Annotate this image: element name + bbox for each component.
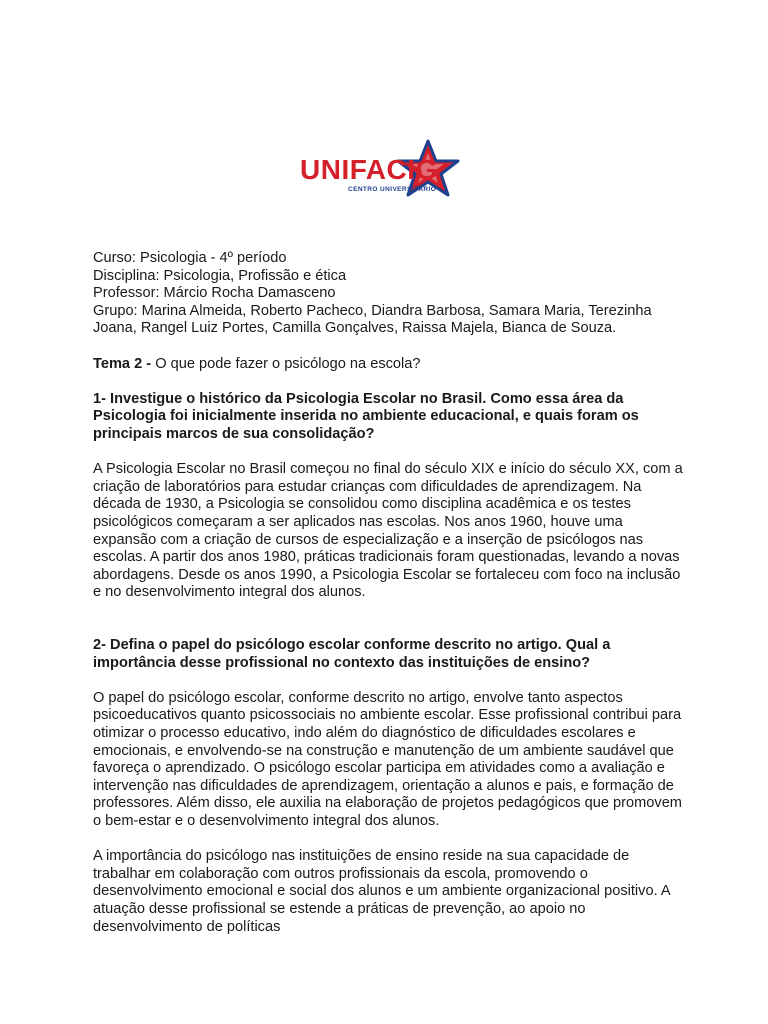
logo-graphic [298,139,470,197]
disciplina-line: Disciplina: Psicologia, Profissão e ética [93,267,347,284]
answer-1: A Psicologia Escolar no Brasil começou no final do século XIX e início do século XX, com a criação de laboratórios para estudar crianças com dificuldades de aprendizagem. Na década de 1930, a Psicologia se consolidou como disciplina acadêmica e os testes psicológicos começaram a ser aplicados nas escolas. Nos anos 1960, houve uma expansão com a criação de cursos de especialização e a inserção de psicólogos nas escolas. A partir dos anos 1980, práticas tradicionais foram questionadas, levando a novas abordagens. Desde os anos 1990, a Psicologia Escolar se fortaleceu com foco na inclusão e no desenvolvimento integral dos alunos. [93,461,683,601]
logo-wordmark: UNIFACIG [300,154,438,185]
logo-subtitle: CENTRO UNIVERSITÁRIO [348,186,437,193]
curso-line: Curso: Psicologia - 4º período [93,250,287,266]
answer-2-paragraph-2: A importância do psicólogo nas instituições de ensino reside na sua capacidade de trabalhar em colaboração com outros profissionais da escola, promovendo o desenvolvimento emocional e social dos alunos e um ambiente organizacional positivo. A atuação desse profissional se estende a práticas de prevenção, ao apoio no desenvolvimento de políticas [93,848,670,935]
unifacig-logo [298,139,470,197]
grupo-line: Grupo: Marina Almeida, Roberto Pacheco, Diandra Barbosa, Samara Maria, Terezinha Joana, Rangel Luiz Portes, Camilla Gonçalves, Raissa Majela, Bianca de Souza. [93,302,652,337]
tema-text: O que pode fazer o psicólogo na escola? [151,355,421,372]
document-body [93,250,683,936]
question-1: 1- Investigue o histórico da Psicologia Escolar no Brasil. Como essa área da Psicologia foi inicialmente inserida no ambiente educacional, e quais foram os principais marcos de sua consolidação? [93,390,639,442]
answer-2-paragraph-1: O papel do psicólogo escolar, conforme descrito no artigo, envolve tanto aspectos psicoeducativos quanto psicossociais no ambiente escolar. Esse profissional contribui para otimizar o processo educativo, indo além do diagnóstico de dificuldades escolares e emocionais, e envolvendo-se na construção e manutenção de um ambiente saudável que favoreça o aprendizado. O psicólogo escolar participa em atividades como a avaliação e intervenção nas dificuldades de aprendizagem, orientação a alunos e pais, e formação de professores. Além disso, ele auxilia na elaboração de projetos pedagógicos que promovem o bem-estar e o desenvolvimento integral dos alunos. [93,689,682,829]
tema-line [93,356,683,374]
professor-line: Professor: Márcio Rocha Damasceno [93,285,336,302]
tema-label: Tema 2 - [93,355,152,372]
question-2: 2- Defina o papel do psicólogo escolar conforme descrito no artigo. Qual a importância desse profissional no contexto das instituições de ensino? [93,637,611,671]
